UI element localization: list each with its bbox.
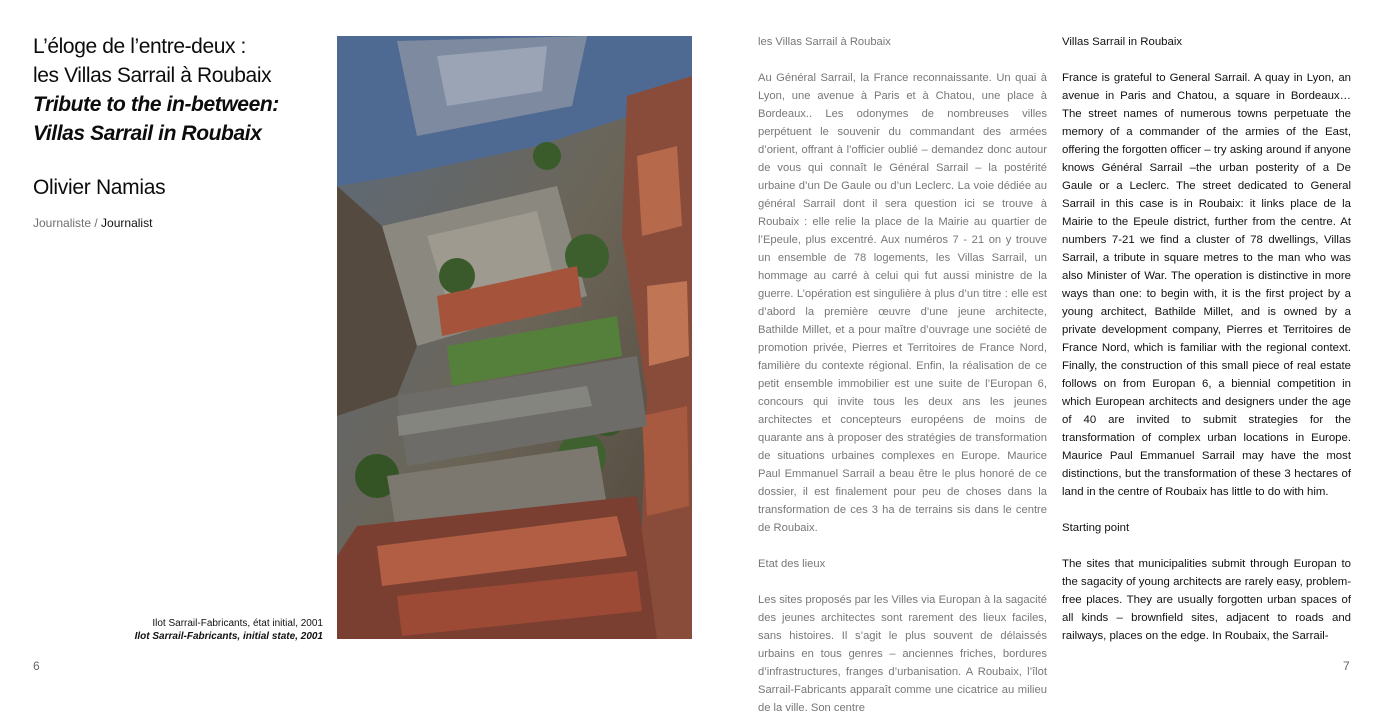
author-role [33,216,152,230]
english-paragraph-2: The sites that municipalities submit through Europan to the sagacity of young architects are rarely easy, problem-free places. They are usually forgotten urban spaces of all kinds – brownfield sites, adjacent to roads and railways, places on the edge. In Roubaix, the Sarrail- [1062,558,1351,642]
page-number-right: 7 [1343,659,1350,673]
author-name: Olivier Namias [33,176,166,199]
french-paragraph-2: Les sites proposés par les Villes via Europan à la sagacité des jeunes architectes sont rarement des lieux faciles, sans histoires. Il s’agit le plus souvent de délaissés urbains en tous genres – anciennes friches, bordures d’infrastructures, franges d’urbanisation. A Roubaix, l’îlot Sarrail-Fabricants apparaît comme une cicatrice au milieu de la ville. Son centre [758,594,1047,714]
author-role-fr: Journaliste [33,216,92,230]
french-heading: les Villas Sarrail à Roubaix [758,36,891,48]
title-fr-line-1: L’éloge de l’entre-deux : [33,35,246,58]
page-number-left: 6 [33,659,40,673]
article-title [33,32,333,148]
english-column [1062,33,1351,645]
title-en-line-2: Villas Sarrail in Roubaix [33,122,262,145]
french-column [758,33,1047,714]
caption-fr: Ilot Sarrail-Fabricants, état initial, 2001 [152,618,323,629]
author-role-separator: / [91,216,102,230]
english-paragraph-1: France is grateful to General Sarrail. A quay in Lyon, an avenue in Paris and Chatou, a square in Bordeaux… The street names of numerous towns perpetuate the memory of a commander of the armies of the East, offering the forgotten officer – try asking around if anyone knows Général Sarrail –the urban posterity of a De Gaule or a Leclerc. The street dedicated to General Sarrail in this case is in Roubaix: it links place de la Mairie to the Epeule district, further from the centre. At numbers 7-21 we find a cluster of 78 dwellings, Villas Sarrail, a tribute in square metres to the man who was also Minister of War. The operation is distinctive in more ways than one: to begin with, it is the first project by a young architect, Bathilde Millet, and is owned by a private development company, Pierres et Territoires de France Nord, which is familiar with the regional context. Finally, the construction of this small piece of real estate follows on from Europan 6, a biennial competition in which European architects and designers under the age of 40 are invited to submit strategies for the transformation of complex urban locations in Europe. Maurice Paul Emmanuel Sarrail may have the most distinctions, but the transformation of these 3 hectares of land in the centre of Roubaix has little to do with him. [1062,72,1351,498]
aerial-photo [337,36,692,639]
french-paragraph-1: Au Général Sarrail, la France reconnaissante. Un quai à Lyon, une avenue à Paris et à Chatou, une place à Bordeaux.. Les odonymes de nombreuses villes perpétuent le souvenir du commandant des armées d’orient, offrant à l’officier oublié – demandez donc autour de vous qui connaît le Général Sarrail – la postérité urbaine d’un De Gaule ou d’un Leclerc. La voie dédiée au général Sarrail dont il sera question ici se trouve à Roubaix : elle relie la place de la Mairie au quartier de l’Epeule, plus excentré. Aux numéros 7 - 21 on y trouve un ensemble de 78 logements, les Villas Sarrail, un hommage au carré à celui qui fut aussi ministre de la guerre. L’opération est singulière à plus d’un titre : elle est d’abord la première œuvre d’une jeune architecte, Bathilde Millet, et a pour maître d’ouvrage une société de promotion privée, Pierres et Territoires de France Nord, familière du contexte régional. Enfin, la réalisation de ce petit ensemble immobilier est une suite de l’Europan 6, concours qui invite tous les deux ans les jeunes architectes et concepteurs européens de moins de quarante ans à proposer des stratégies de transformation de situations urbaines complexes en Europe. Maurice Paul Emmanuel Sarrail a beau être le plus honoré de ce dossier, il est finalement pour peu de choses dans la transformation de ces 3 ha de terrains sis dans le centre de Roubaix. [758,72,1047,534]
french-subheading: Etat des lieux [758,558,826,570]
photo-caption [135,617,323,643]
author-role-en: Journalist [101,216,153,230]
english-subheading: Starting point [1062,522,1130,534]
english-heading: Villas Sarrail in Roubaix [1062,36,1183,48]
title-en-line-1: Tribute to the in-between: [33,93,279,116]
title-fr-line-2: les Villas Sarrail à Roubaix [33,64,272,87]
caption-en: Ilot Sarrail-Fabricants, initial state, 2001 [134,631,323,642]
